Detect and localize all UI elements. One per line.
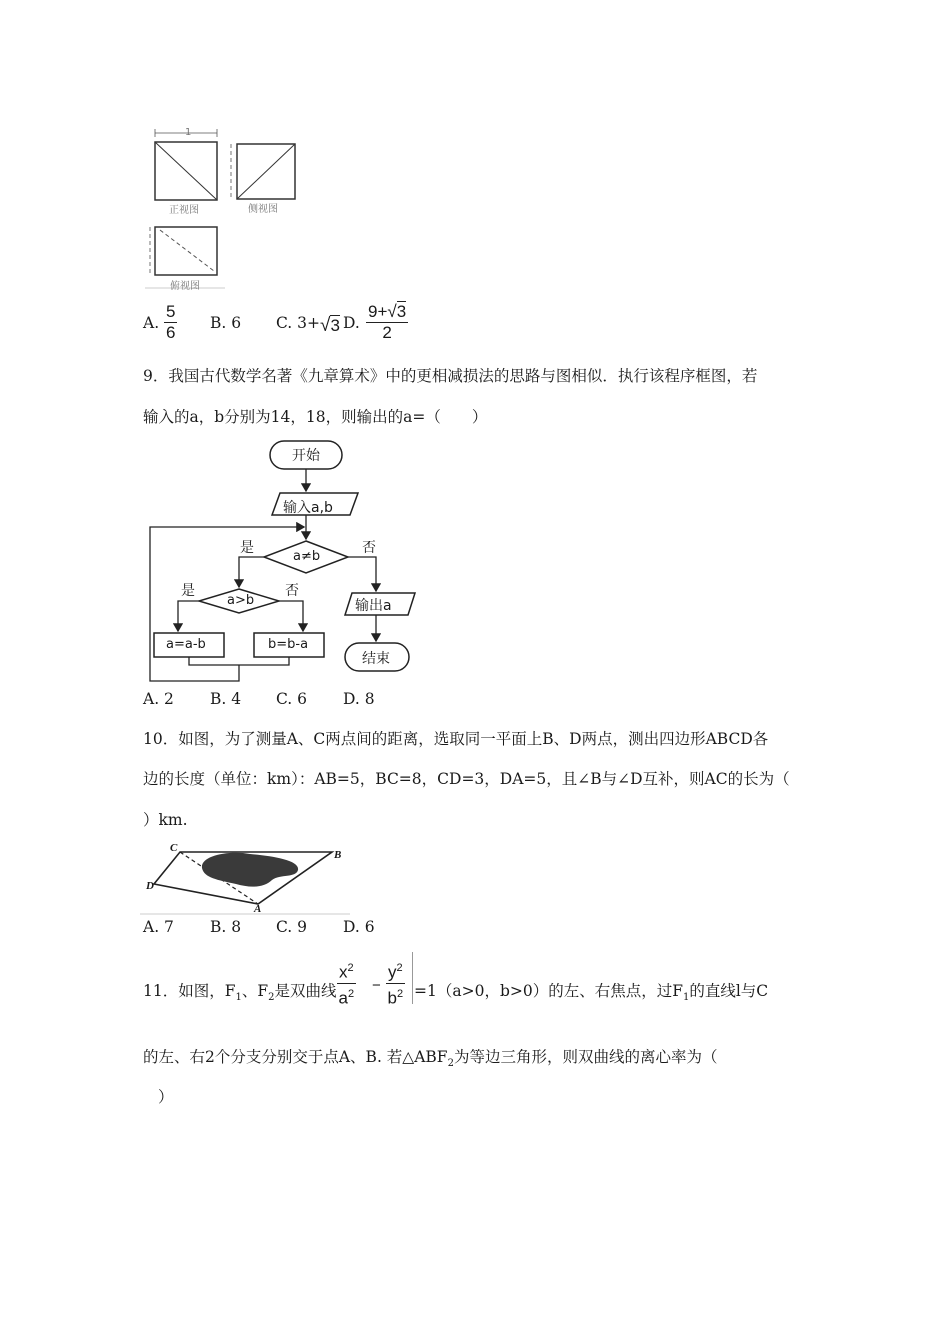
q8-option-c-label: C. 3+ [276,314,321,332]
q9-line1: 9．我国古代数学名著《九章算术》中的更相减损法的思路与图相似．执行该程序框图，若 [143,367,758,385]
label-a: A [254,903,262,915]
q11-after-eq: =1（a>0，b>0）的左、右焦点，过F [414,982,683,1000]
front-view-label: 正视图 [169,205,199,216]
q11-line3: ） [158,1088,174,1106]
q8-c-radicand: 3 [330,316,340,335]
q8-option-a-fraction [164,302,177,343]
flow-cond2: a>b [227,593,255,608]
q9-option-b: B. 4 [210,690,242,708]
flow-input: 输入a,b [283,500,333,516]
q11-line2-pre: 的左、右2个分支分别交于点A、B. 若△ABF [143,1048,448,1066]
flow-yes2: 是 [181,583,195,599]
flow-output: 输出a [355,598,392,614]
flow-yes1: 是 [240,540,254,556]
q11-frac2-num-var: y [388,962,397,982]
label-d: D [146,880,154,892]
q10-line3: ）km. [143,811,188,829]
flow-box-right: b=b-a [268,637,309,652]
q11-minus: − [372,977,381,994]
q11-sub3: 1 [682,992,690,1004]
q11-frac1-den [337,984,356,1009]
q10-line1: 10．如图，为了测量A、C两点间的距离，选取同一平面上B、D两点，测出四边形ABCD各 [143,730,769,748]
q11-sub1: 1 [235,992,242,1004]
q8-option-d-fraction [366,302,408,343]
q11-frac1-num [337,958,356,984]
q11-frac2-den-var: b [387,988,397,1008]
q11-line2-sub: 2 [447,1058,454,1070]
three-view-figure [140,125,310,295]
q11-line2-post: 为等边三角形，则双曲线的离心率为（ [453,1048,718,1066]
q11-line2 [143,1045,717,1069]
q9-option-d: D. 8 [343,690,375,708]
q9-option-c: C. 6 [276,690,308,708]
q8-a-denominator: 6 [166,323,176,342]
q11-mid2: 是双曲线 [274,982,337,1000]
q11-frac2-num-sup: 2 [396,962,403,974]
q10-option-d: D. 6 [343,918,375,936]
side-view-label: 侧视图 [248,204,278,215]
top-view-label: 俯视图 [170,281,200,292]
q11-sub2: 2 [268,992,275,1004]
q8-d-denominator: 2 [382,323,392,342]
dim-label: 1 [185,127,192,138]
q11-frac1-den-var: a [338,988,348,1008]
label-b: B [334,849,342,861]
q10-line2: 边的长度（单位：km）：AB=5，BC=8，CD=3，DA=5，且∠B与∠D互补，则AC的长为（ [143,770,790,788]
q8-a-numerator: 5 [166,302,176,321]
flow-cond1: a≠b [293,549,321,564]
q11-frac2-num [386,958,405,984]
flow-no2: 否 [285,583,299,599]
q8-d-num-pre: 9+ [368,302,388,321]
flow-no1: 否 [362,540,376,556]
q11-frac1-num-var: x [339,962,348,982]
q10-option-b: B. 8 [210,918,242,936]
q8-option-d-label: D. [343,314,360,332]
q11-frac2-den-sup: 2 [396,987,404,1000]
q11-bar [412,952,413,1004]
q11-frac2 [386,958,405,1008]
flow-start: 开始 [292,448,320,464]
q11-frac2-den [386,984,405,1009]
q9-option-a: A. 2 [143,690,174,708]
q11-frac1-num-sup: 2 [347,962,354,974]
flow-box-left: a=a-b [166,637,206,652]
q11-mid1: 、F [241,982,269,1000]
q8-d-numerator: 9+√3 [368,302,407,321]
q8-option-b: B. 6 [210,314,242,332]
q11-frac1-den-sup: 2 [347,987,355,1000]
q10-option-c: C. 9 [276,918,308,936]
label-c: C [170,842,178,854]
q8-option-c-sqrt: √3 [320,315,340,336]
q11-tail: 的直线l与C [689,982,769,1000]
q11-line1-tail [414,979,768,1003]
q11-frac1 [337,958,356,1008]
q9-line2: 输入的a，b分别为14，18，则输出的a=（ ） [143,408,488,426]
q10-option-a: A. 7 [143,918,174,936]
flow-end: 结束 [362,651,390,667]
q8-option-a-label: A. [143,314,160,332]
q11-prefix: 11．如图，F [143,982,236,1000]
q8-d-num-radicand: 3 [396,302,407,321]
q11-line1 [143,979,337,1003]
